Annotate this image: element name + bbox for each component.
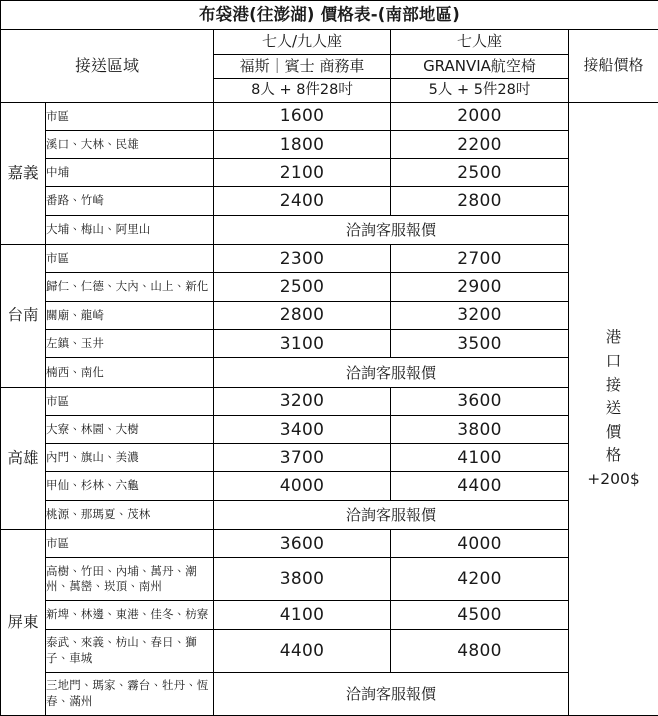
region-label: 新埤、林邊、東港、佳冬、枋寮 (46, 601, 214, 629)
price-vanA: 3400 (214, 415, 391, 443)
region-label: 高樹、竹田、內埔、萬丹、潮州、萬巒、崁頂、南州 (46, 558, 214, 601)
header-vanA-capacity: 8人 + 8件28吋 (214, 79, 391, 103)
price-vanB: 2500 (391, 159, 569, 187)
price-vanB: 4500 (391, 601, 569, 629)
price-vanB: 3500 (391, 329, 569, 357)
county-label-屏東: 屏東 (1, 530, 46, 716)
region-label: 歸仁、仁德、大內、山上、新化 (46, 273, 214, 301)
price-table-body (1, 1, 658, 716)
county-label-台南: 台南 (1, 245, 46, 387)
region-label: 三地門、瑪家、霧台、牡丹、恆春、滿州 (46, 672, 214, 715)
price-vanB: 2200 (391, 131, 569, 159)
table-row (1, 558, 658, 601)
price-vanB: 3800 (391, 415, 569, 443)
page-title: 布袋港(往澎湖) 價格表-(南部地區) (1, 1, 658, 30)
table-row (1, 159, 658, 187)
quote-cell: 洽詢客服報價 (214, 500, 569, 530)
table-row (1, 329, 658, 357)
header-vanA-seats: 七人/九人座 (214, 30, 391, 55)
price-vanA: 3700 (214, 444, 391, 472)
region-label: 關廟、龍崎 (46, 301, 214, 329)
boat-price-char: 接 (605, 375, 622, 394)
price-vanB: 4000 (391, 530, 569, 558)
table-row (1, 415, 658, 443)
price-vanA: 2100 (214, 159, 391, 187)
table-row (1, 530, 658, 558)
price-vanB: 2000 (391, 102, 569, 130)
quote-cell: 洽詢客服報價 (214, 672, 569, 715)
table-row (1, 472, 658, 500)
table-row (1, 187, 658, 215)
quote-cell: 洽詢客服報價 (214, 358, 569, 388)
table-row (1, 500, 658, 530)
region-label: 內門、旗山、美濃 (46, 444, 214, 472)
header-vanB-capacity: 5人 + 5件28吋 (391, 79, 569, 103)
boat-price-column (569, 102, 658, 715)
table-row (1, 273, 658, 301)
region-label: 左鎮、玉井 (46, 329, 214, 357)
price-vanA: 1600 (214, 102, 391, 130)
region-label: 大寮、林園、大樹 (46, 415, 214, 443)
region-label: 市區 (46, 245, 214, 273)
region-label: 大埔、梅山、阿里山 (46, 215, 214, 245)
region-label: 楠西、南化 (46, 358, 214, 388)
price-vanA: 1800 (214, 131, 391, 159)
quote-cell: 洽詢客服報價 (214, 215, 569, 245)
header-vanA-model: 福斯｜賓士 商務車 (214, 54, 391, 79)
price-vanB: 2700 (391, 245, 569, 273)
boat-price-char: 格 (605, 446, 622, 465)
price-vanA: 3100 (214, 329, 391, 357)
boat-price-char: 送 (605, 399, 622, 418)
header-vanB-model: GRANVIA航空椅 (391, 54, 569, 79)
header-area-label: 接送區域 (1, 30, 214, 103)
table-row (1, 444, 658, 472)
price-vanB: 3200 (391, 301, 569, 329)
region-label: 泰武、來義、枋山、春日、獅子、車城 (46, 629, 214, 672)
table-row (1, 245, 658, 273)
boat-price-stack (569, 326, 658, 491)
price-vanB: 4400 (391, 472, 569, 500)
table-row (1, 215, 658, 245)
price-vanA: 3200 (214, 387, 391, 415)
table-row (1, 131, 658, 159)
price-vanB: 2800 (391, 187, 569, 215)
price-vanA: 3800 (214, 558, 391, 601)
boat-price-char: 口 (605, 352, 622, 371)
region-label: 溪口、大林、民雄 (46, 131, 214, 159)
price-vanA: 4400 (214, 629, 391, 672)
table-row (1, 629, 658, 672)
price-vanB: 4800 (391, 629, 569, 672)
price-vanB: 4200 (391, 558, 569, 601)
table-row (1, 601, 658, 629)
boat-price-amount: +200$ (587, 469, 640, 488)
price-vanA: 3600 (214, 530, 391, 558)
table-row (1, 102, 658, 130)
region-label: 桃源、那瑪夏、茂林 (46, 500, 214, 530)
table-row (1, 672, 658, 715)
region-label: 市區 (46, 102, 214, 130)
boat-price-char: 價 (605, 422, 622, 441)
price-vanA: 4000 (214, 472, 391, 500)
price-vanA: 2800 (214, 301, 391, 329)
price-vanB: 2900 (391, 273, 569, 301)
county-label-嘉義: 嘉義 (1, 102, 46, 244)
price-vanA: 2400 (214, 187, 391, 215)
county-label-高雄: 高雄 (1, 387, 46, 529)
table-row (1, 358, 658, 388)
region-label: 市區 (46, 387, 214, 415)
price-vanA: 4100 (214, 601, 391, 629)
boat-price-char: 港 (605, 328, 622, 347)
price-vanA: 2300 (214, 245, 391, 273)
header-vanB-seats: 七人座 (391, 30, 569, 55)
price-vanB: 3600 (391, 387, 569, 415)
table-row (1, 301, 658, 329)
region-label: 番路、竹崎 (46, 187, 214, 215)
region-label: 中埔 (46, 159, 214, 187)
price-vanA: 2500 (214, 273, 391, 301)
price-vanB: 4100 (391, 444, 569, 472)
header-boat-label: 接船價格 (569, 30, 658, 103)
table-row (1, 387, 658, 415)
region-label: 市區 (46, 530, 214, 558)
header-row-seats (1, 30, 658, 55)
title-row (1, 1, 658, 30)
region-label: 甲仙、杉林、六龜 (46, 472, 214, 500)
